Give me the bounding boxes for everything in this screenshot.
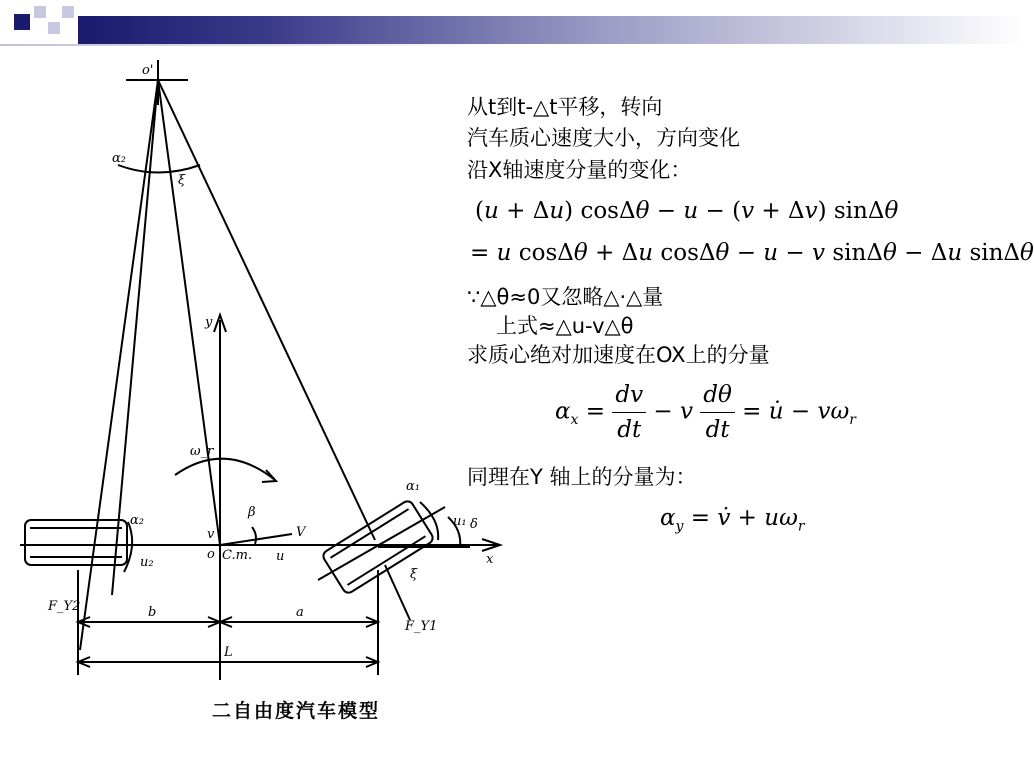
label-u2: u₂	[140, 555, 154, 570]
equation-ay: $\alpha_y$ = v̇ + $u\omega_r$	[660, 505, 805, 535]
label-beta: β	[248, 505, 256, 520]
label-fy2: F_Y2	[48, 599, 81, 614]
label-delta: δ	[470, 517, 478, 532]
text-line-7: 同理在Y 轴上的分量为：	[467, 465, 697, 489]
label-L: L	[224, 645, 233, 660]
text-line-6: 求质心绝对加速度在OX上的分量	[467, 343, 770, 367]
text-line-4: ∵△θ≈0又忽略△·△量	[467, 285, 664, 309]
header-square-dark	[14, 14, 30, 30]
label-u1: u₁	[453, 514, 467, 529]
text-line-5: 上式≈△u-v△θ	[496, 314, 634, 338]
label-cm: C.m.	[222, 548, 253, 563]
equation-2: = u cosΔθ + Δu cosΔθ − u − v sinΔθ − Δu sinΔθ	[470, 240, 1034, 266]
header-square-light-2	[48, 22, 60, 34]
label-x-axis: x	[486, 552, 494, 567]
text-line-2: 汽车质心速度大小，方向变化	[467, 126, 740, 150]
header-gradient-bar	[78, 16, 1024, 44]
rear-wheel	[25, 520, 127, 565]
text-line-3: 沿X轴速度分量的变化：	[467, 158, 692, 182]
label-v-pt: v	[207, 527, 215, 542]
text-line-1: 从t到t-△t平移，转向	[467, 95, 663, 119]
label-o-origin: o	[207, 547, 215, 562]
label-o-top: o'	[142, 63, 154, 78]
header-divider	[0, 44, 520, 46]
label-xi-front: ξ	[410, 567, 418, 582]
equation-1: (u + Δu) cosΔθ − u − (v + Δv) sinΔθ	[475, 198, 899, 224]
label-b: b	[148, 605, 157, 620]
label-u: u	[276, 549, 285, 564]
equation-ax: $\alpha_x$ = $\frac{dv}{dt}$ − v $\frac{d\theta}{dt}$ = u̇ − $v\omega_r$	[555, 378, 856, 447]
vehicle-model-diagram	[0, 50, 520, 690]
label-omega: ω_r	[190, 444, 214, 459]
omega-arc	[175, 459, 275, 480]
header-square-light	[34, 6, 46, 18]
label-a2-angle: α₂	[112, 151, 126, 166]
angle-arc-top	[118, 165, 200, 173]
label-a: a	[296, 605, 304, 620]
diagram-caption: 二自由度汽车模型	[212, 700, 381, 722]
label-y-axis: y	[205, 315, 213, 330]
fy1-leader	[385, 565, 410, 620]
ray-to-cg	[158, 80, 220, 545]
label-a1: α₁	[406, 479, 420, 494]
label-fy1: F_Y1	[405, 619, 438, 634]
beta-arc	[252, 527, 256, 544]
label-a2-wheel: α₂	[130, 513, 144, 528]
label-V: V	[296, 525, 306, 540]
label-xi-top: ξ	[178, 173, 186, 188]
header-square-light-3	[62, 6, 74, 18]
